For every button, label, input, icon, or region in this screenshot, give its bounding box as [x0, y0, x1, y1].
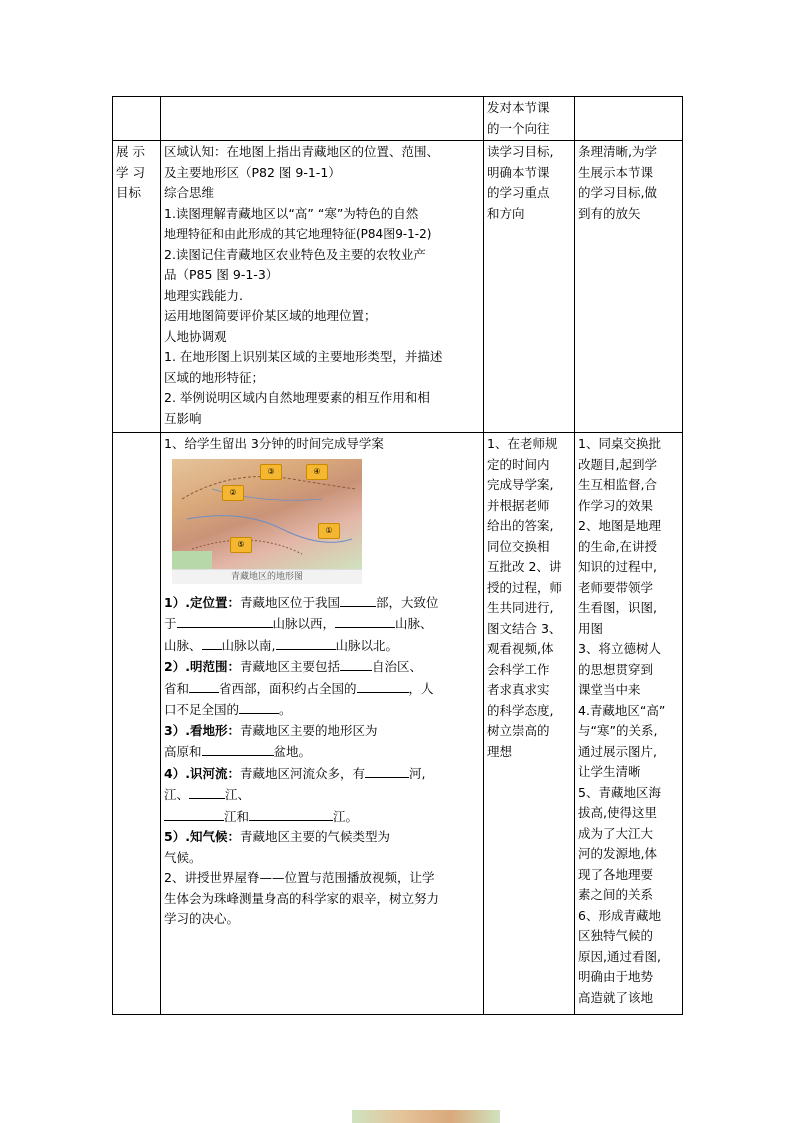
- text-line: 运用地图简要评价某区域的地理位置；: [164, 308, 377, 323]
- row2-intent-cell: [575, 433, 683, 1015]
- question-text: 省西部，面积约占全国的: [219, 680, 357, 696]
- text-line: 课堂当中来: [578, 682, 641, 697]
- question-text: 江、: [225, 787, 251, 802]
- answer-blank: [357, 678, 409, 693]
- text-line: 同位交换相: [487, 538, 550, 554]
- text-line: 发对本节课: [487, 100, 550, 115]
- question-text: 江和: [224, 808, 250, 824]
- text-line: 素之间的关系: [578, 887, 654, 902]
- answer-blank: [202, 635, 222, 650]
- text-line: 知识的过程中,: [578, 559, 657, 574]
- text-line: 生共同进行,: [487, 600, 554, 615]
- table-row: [113, 433, 683, 1015]
- question-label: 5）.知气候：: [164, 829, 240, 844]
- answer-blank: [335, 613, 395, 628]
- question-label: 4）.识河流：: [164, 765, 240, 781]
- question-text: 青藏地区主要包括: [239, 659, 340, 674]
- text-line: 1.读图理解青藏地区以“高” “寒”为特色的自然: [164, 205, 419, 221]
- text-line: 读学习目标,: [487, 144, 554, 159]
- text-line: 现了各地理要: [578, 866, 654, 882]
- map-marker: ①: [318, 523, 340, 539]
- answer-blank: [177, 613, 273, 628]
- text-line: 的一个向往: [487, 120, 550, 136]
- text-line: 作学习的效果: [578, 497, 654, 513]
- table-row: [113, 97, 683, 141]
- text-line: 拔高,使得这里: [578, 805, 657, 820]
- text-line: 6、形成青藏地: [578, 907, 661, 923]
- question-label: 3）.看地形：: [164, 722, 240, 738]
- text-line: 与“寒”的关系,: [578, 723, 658, 738]
- question-text: 山脉以南,: [221, 637, 276, 653]
- text-line: 品（P85 图 9-1-3）: [164, 267, 279, 282]
- row0-content-cell: [161, 97, 484, 141]
- question-text: 省和: [164, 680, 190, 696]
- text-line: 到有的放矢: [578, 205, 641, 221]
- text-line: 人地协调观: [164, 328, 227, 344]
- text-line: 生互相监督,合: [578, 477, 657, 492]
- question-text: 山脉、: [395, 616, 433, 631]
- text-line: 成为了大江大: [578, 825, 654, 841]
- map-marker: ④: [306, 464, 328, 480]
- text-line: 综合思维: [164, 185, 215, 200]
- map-marker: ③: [260, 464, 282, 480]
- row1-intent-cell: [575, 141, 683, 433]
- text-line: 区独特气候的: [578, 928, 654, 943]
- text-line: 互批改 2、讲: [487, 559, 562, 574]
- text-line: 地理特征和由此形成的其它地理特征(P84图9-1-2): [164, 227, 432, 241]
- text-line: 图文结合 3、: [487, 620, 562, 636]
- text-line: 老师要带领学: [578, 579, 654, 595]
- text-line: 明确由于地势: [578, 969, 654, 984]
- text-line: 生看图，识图,: [578, 600, 657, 615]
- text-line: 生体会为珠峰测量身高的科学家的艰辛，树立努力: [164, 890, 440, 906]
- table-row: [113, 141, 683, 433]
- text-line: 2、讲授世界屋脊——位置与范围播放视频，让学: [164, 870, 435, 885]
- answer-blank: [189, 678, 219, 693]
- answer-blank: [239, 699, 279, 714]
- text-line: 的生命,在讲授: [578, 538, 657, 554]
- text-line: 会科学工作: [487, 661, 550, 677]
- text-line: 树立崇高的: [487, 723, 550, 738]
- text-line: 改题目,起到学: [578, 456, 657, 472]
- question-text: 高原和: [164, 744, 202, 759]
- question-text: 青藏地区主要的地形区为: [239, 722, 378, 738]
- text-line: 用图: [578, 620, 604, 636]
- terrain-map-image: [172, 459, 362, 569]
- row0-intent-cell: [575, 97, 683, 141]
- row0-student-cell: [484, 97, 575, 141]
- question-1: [164, 592, 480, 657]
- lesson-plan-table: [112, 96, 683, 1015]
- text-line: 观看视频,体: [487, 641, 554, 656]
- text-line: 让学生清晰: [578, 764, 641, 779]
- question-2: [164, 656, 480, 721]
- row1-student-cell: [484, 141, 575, 433]
- text-line: 区域的地形特征；: [164, 369, 265, 385]
- text-line: 并根据老师: [487, 497, 550, 513]
- text-line: 4.青藏地区“高”: [578, 702, 666, 718]
- row-label: 目标: [116, 185, 142, 200]
- text-line: 互影响: [164, 410, 202, 426]
- text-line: 的思想贯穿到: [578, 661, 654, 677]
- text-line: 5、青藏地区海: [578, 784, 661, 800]
- map-marker: ⑤: [230, 537, 252, 553]
- text-line: 高造就了该地: [578, 989, 654, 1005]
- text-line: 的学习重点: [487, 185, 550, 200]
- question-text: 山脉以西，: [272, 616, 336, 631]
- question-text: 自治区、: [371, 659, 422, 674]
- text-line: 2.读图记住青藏地区农业特色及主要的农牧业产: [164, 246, 426, 262]
- text-line: 明确本节课: [487, 164, 550, 180]
- text-line: 者求真求实: [487, 682, 550, 697]
- text-line: 通过展示图片,: [578, 743, 657, 759]
- row1-content-cell: [161, 141, 484, 433]
- question-text: 山脉以北。: [335, 637, 399, 653]
- row1-label-cell: [113, 141, 161, 433]
- text-line: 1. 在地形图上识别某区域的主要地形类型，并描述: [164, 349, 443, 364]
- answer-blank: [340, 656, 372, 671]
- row0-label-cell: [113, 97, 161, 141]
- question-text: 青藏地区河流众多，有: [239, 765, 365, 781]
- answer-blank: [249, 806, 333, 821]
- text-line: 授的过程，师: [487, 579, 563, 595]
- text-line: 河的发源地,体: [578, 846, 657, 861]
- question-text: 气候。: [164, 849, 202, 865]
- question-text: 青藏地区主要的气候类型为: [239, 829, 390, 844]
- question-text: 盆地。: [273, 744, 312, 759]
- row2-student-cell: [484, 433, 575, 1015]
- question-text: 江。: [333, 808, 359, 824]
- question-text: 山脉、: [164, 637, 202, 653]
- question-text: 青藏地区位于我国: [239, 594, 340, 610]
- answer-blank: [189, 784, 225, 799]
- question-text: 。: [279, 702, 292, 717]
- question-text: 部，大致位: [375, 594, 439, 610]
- question-text: 河,: [408, 765, 426, 781]
- text-line: 地理实践能力.: [164, 287, 243, 303]
- map-marker: ②: [222, 485, 244, 501]
- next-page-map-image: [352, 1110, 500, 1123]
- row2-label-cell: [113, 433, 161, 1015]
- text-line: 3、将立德树人: [578, 641, 661, 656]
- question-label: 1）.定位置：: [164, 594, 240, 610]
- answer-blank: [202, 741, 274, 756]
- answer-blank: [340, 592, 376, 607]
- text-line: 条理清晰,为学: [578, 144, 657, 159]
- text-line: 及主要地形区（P82 图 9-1-1）: [164, 164, 341, 180]
- text-line: 1、给学生留出 3分钟的时间完成导学案: [164, 436, 384, 451]
- question-label: 2）.明范围：: [164, 659, 240, 674]
- answer-blank: [276, 635, 336, 650]
- question-3: [164, 721, 480, 763]
- text-line: 理想: [487, 743, 513, 759]
- text-line: 的科学态度,: [487, 702, 554, 718]
- text-line: 学习的决心。: [164, 911, 240, 926]
- text-line: 生展示本节课: [578, 164, 654, 180]
- text-line: 2. 举例说明区域内自然地理要素的相互作用和相: [164, 390, 430, 405]
- row-label: 展 示: [116, 144, 145, 159]
- question-text: 于: [164, 616, 177, 631]
- answer-blank: [365, 763, 409, 778]
- question-4: [164, 763, 480, 828]
- question-text: 江、: [164, 787, 190, 802]
- text-line: 完成导学案,: [487, 477, 554, 492]
- row2-content-cell: [161, 433, 484, 1015]
- text-line: 区域认知：在地图上指出青藏地区的位置、范围、: [164, 144, 440, 159]
- text-line: 原因,通过看图,: [578, 948, 661, 964]
- question-5: [164, 827, 480, 868]
- row-label: 学 习: [116, 164, 145, 180]
- text-line: 给出的答案,: [487, 518, 554, 533]
- question-text: ，人: [408, 680, 434, 696]
- text-line: 的学习目标,做: [578, 185, 657, 200]
- text-line: 2、地图是地理: [578, 518, 661, 533]
- map-caption: 青藏地区的地形图: [172, 569, 362, 584]
- question-text: 口不足全国的: [164, 702, 240, 717]
- terrain-map-figure: [172, 459, 362, 584]
- answer-blank: [164, 806, 224, 821]
- text-line: 1、在老师规: [487, 436, 558, 451]
- text-line: 1、同桌交换批: [578, 436, 661, 451]
- text-line: 和方向: [487, 205, 525, 221]
- text-line: 定的时间内: [487, 456, 550, 472]
